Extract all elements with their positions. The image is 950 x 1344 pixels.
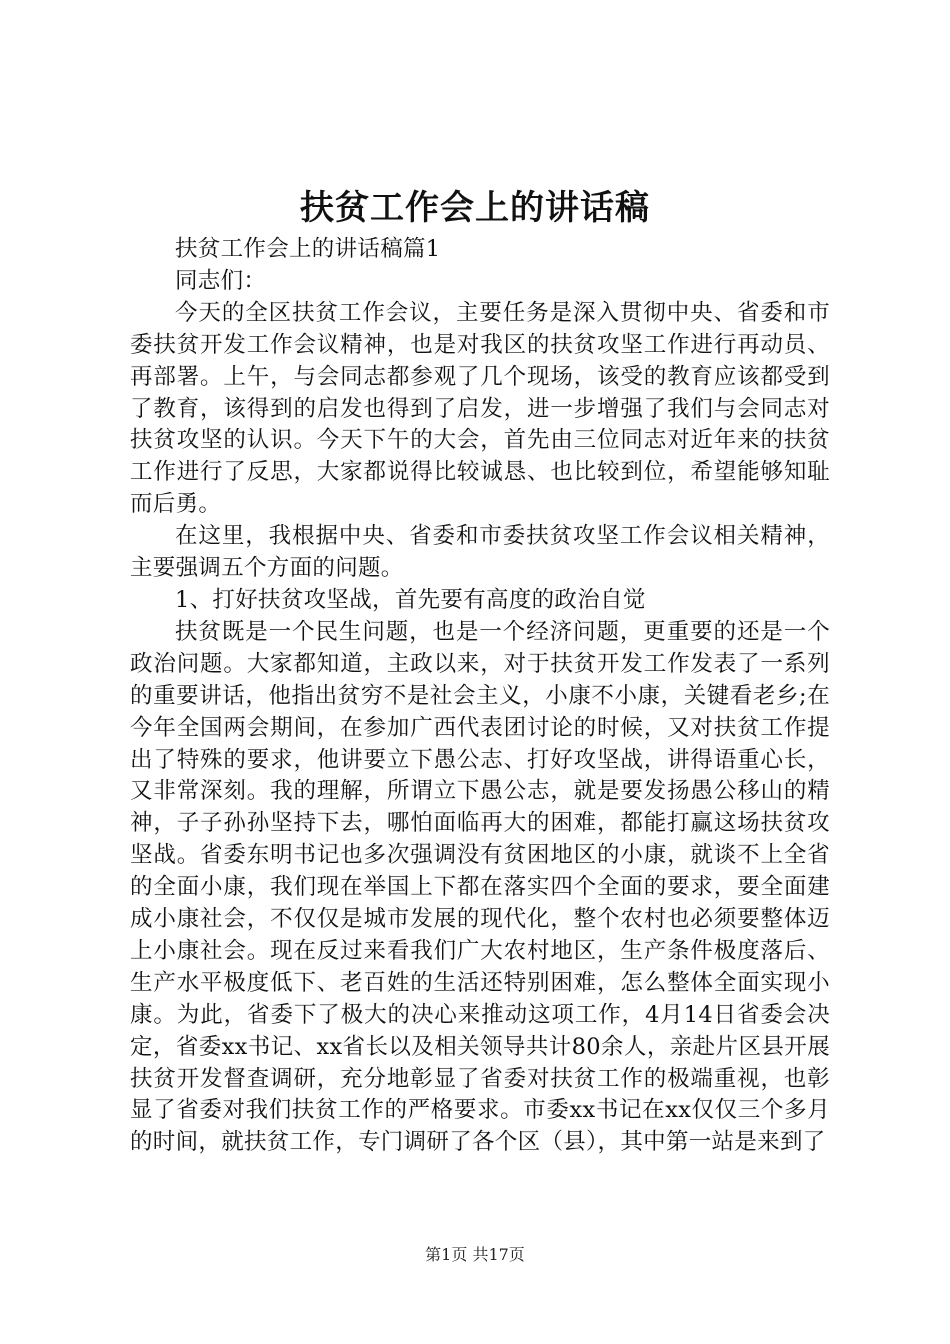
page-number-footer: 第1页 共17页 <box>425 1245 525 1264</box>
numbered-point-heading: 1、打好扶贫攻坚战，首先要有高度的政治自觉 <box>175 586 646 613</box>
document-title: 扶贫工作会上的讲话稿 <box>300 188 650 228</box>
body-paragraph: 在这里，我根据中央、省委和市委扶贫攻坚工作会议相关精神，主要强调五个方面的问题。 <box>130 523 830 582</box>
body-paragraph: 今天的全区扶贫工作会议，主要任务是深入贯彻中央、省委和市委扶贫开发工作会议精神，也是对我区的扶贫攻坚工作进行再动员、再部署。上午，与会同志都参观了几个现场，该受的教育应该都受到了教育，该得到的启发也得到了启发，进一步增强了我们与会同志对扶贫攻坚的认识。今天下午的大会，首先由三位同志对近年来的扶贫工作进行了反思，大家都说得比较诚恳、也比较到位，希望能够知耻而后勇。 <box>130 299 830 518</box>
body-paragraph: 扶贫既是一个民生问题，也是一个经济问题，更重要的还是一个政治问题。大家都知道，主政以来，对于扶贫开发工作发表了一系列的重要讲话，他指出贫穷不是社会主义，小康不小康，关键看老乡;在今年全国两会期间，在参加广西代表团讨论的时候，又对扶贫工作提出了特殊的要求，他讲要立下愚公志、打好攻坚战，讲得语重心长，又非常深刻。我的理解，所谓立下愚公志，就是要发扬愚公移山的精神，子子孙孙坚持下去，哪怕面临再大的困难，都能打赢这场扶贫攻坚战。省委东明书记也多次强调没有贫困地区的小康，就谈不上全省的全面小康，我们现在举国上下都在落实四个全面的要求，要全面建成小康社会，不仅仅是城市发展的现代化，整个农村也必须要整体迈上小康社会。现在反过来看我们广大农村地区，生产条件极度落后、生产水平极度低下、老百姓的生活还特别困难，怎么整体全面实现小康。为此，省委下了极大的决心来推动这项工作，4月14日省委会决定，省委xx书记、xx省长以及相关领导共计80余人，亲赴片区县开展扶贫开发督查调研，充分地彰显了省委对扶贫工作的极端重视，也彰显了省委对我们扶贫工作的严格要求。市委xx书记在xx仅仅三个多月的时间，就扶贫工作，专门调研了各个区（县），其中第一站是来到了 <box>130 618 830 1156</box>
document-body <box>130 234 830 1159</box>
salutation: 同志们： <box>175 267 267 294</box>
section-heading: 扶贫工作会上的讲话稿篇1 <box>175 236 441 262</box>
